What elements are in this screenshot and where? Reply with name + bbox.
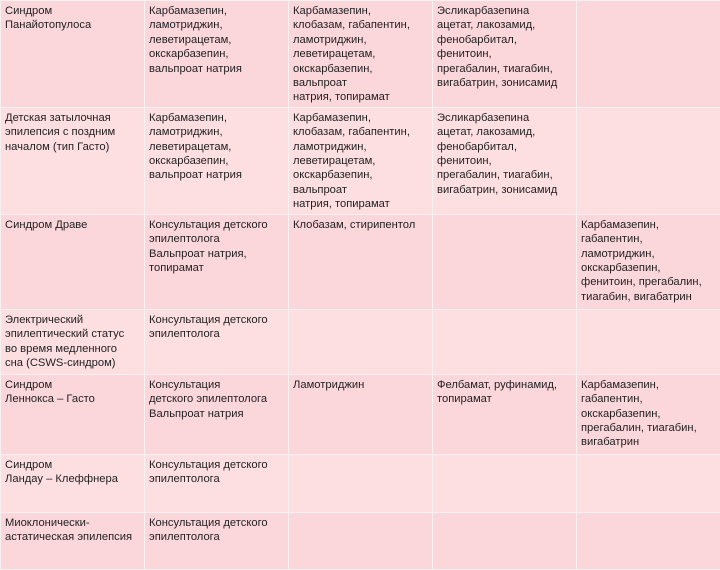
other-drugs-cell: Фелбамат, руфинамид, топирамат [433, 374, 577, 454]
syndrome-cell: Синдром Леннокса – Гасто [1, 374, 145, 454]
second-line-cell [289, 454, 433, 512]
other-drugs-cell [433, 512, 577, 569]
second-line-cell: Клобазам, стирипентол [289, 214, 433, 309]
syndrome-cell: Электрический эпилептический статус во время медленного сна (CSWS-синдром) [1, 309, 145, 374]
syndrome-cell: Синдром Драве [1, 214, 145, 309]
first-line-cell: Консультация детского эпилептолога [145, 512, 289, 569]
contraindicated-cell [577, 309, 720, 374]
second-line-cell [289, 309, 433, 374]
table-row [1, 107, 720, 214]
syndrome-cell: Детская затылочная эпилепсия с поздним началом (тип Гасто) [1, 107, 145, 214]
other-drugs-cell: Эсликарбазепина ацетат, лакозамид, фенобарбитал, фенитоин, прегабалин, тиагабин, вигабатрин, зонисамид [433, 1, 577, 108]
syndrome-cell: Синдром Панайотопулоса [1, 1, 145, 108]
other-drugs-cell [433, 454, 577, 512]
first-line-cell: Консультация детского эпилептолога Вальпроат натрия [145, 374, 289, 454]
first-line-cell: Консультация детского эпилептолога [145, 309, 289, 374]
syndrome-cell: Синдром Ландау – Клеффнера [1, 454, 145, 512]
table-row [1, 454, 720, 512]
table-row [1, 1, 720, 108]
table-row [1, 512, 720, 569]
contraindicated-cell: Карбамазепин, габапентин, ламотриджин, окскарбазепин, фенитоин, прегабалин, тиагабин, вигабатрин [577, 214, 720, 309]
contraindicated-cell [577, 107, 720, 214]
table-row [1, 374, 720, 454]
table-row [1, 214, 720, 309]
second-line-cell: Карбамазепин, клобазам, габапентин, ламотриджин, леветирацетам, окскарбазепин, вальпроат натрия, топирамат [289, 107, 433, 214]
contraindicated-cell: Карбамазепин, габапентин, окскарбазепин, прегабалин, тиагабин, вигабатрин [577, 374, 720, 454]
first-line-cell: Консультация детского эпилептолога Вальпроат натрия, топирамат [145, 214, 289, 309]
syndrome-cell: Миоклонически- астатическая эпилепсия [1, 512, 145, 569]
contraindicated-cell [577, 1, 720, 108]
other-drugs-cell: Эсликарбазепина ацетат, лакозамид, фенобарбитал, фенитоин, прегабалин, тиагабин, вигабатрин, зонисамид [433, 107, 577, 214]
table-row [1, 309, 720, 374]
first-line-cell: Карбамазепин, ламотриджин, леветирацетам, окскарбазепин, вальпроат натрия [145, 107, 289, 214]
first-line-cell: Консультация детского эпилептолога [145, 454, 289, 512]
second-line-cell [289, 512, 433, 569]
contraindicated-cell [577, 512, 720, 569]
other-drugs-cell [433, 309, 577, 374]
contraindicated-cell [577, 454, 720, 512]
first-line-cell: Карбамазепин, ламотриджин, леветирацетам, окскарбазепин, вальпроат натрия [145, 1, 289, 108]
second-line-cell: Ламотриджин [289, 374, 433, 454]
other-drugs-cell [433, 214, 577, 309]
second-line-cell: Карбамазепин, клобазам, габапентин, ламотриджин, леветирацетам, окскарбазепин, вальпроат натрия, топирамат [289, 1, 433, 108]
